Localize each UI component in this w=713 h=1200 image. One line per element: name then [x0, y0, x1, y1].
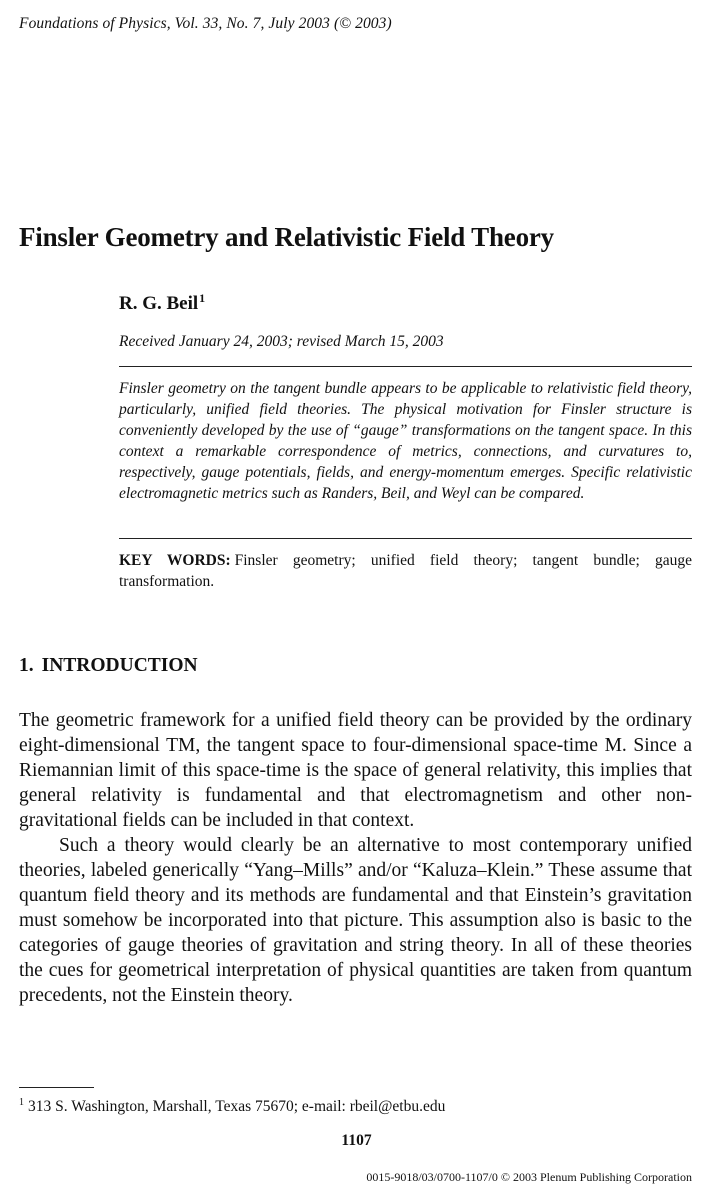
abstract-top-rule	[119, 366, 692, 367]
paragraph-1: The geometric framework for a unified field theory can be provided by the ordinary eight-dimensional TM, the tangent space to four-dimensional space-time M. Since a Riemannian limit of this space-time is the space of general relativity, this implies that general relativity is fundamental and that electromagnetism and other non-gravitational fields can be included in that context.	[19, 710, 692, 831]
footnote-rule	[19, 1087, 94, 1088]
paragraph-2: Such a theory would clearly be an alternative to most contemporary unified theories, labeled generically “Yang–Mills” and/or “Kaluza–Klein.” These assume that quantum field theory and its methods are fundamental and that Einstein’s gravitation must somehow be incorporated into that picture. This assumption also is basic to the categories of gauge theories of gravitation and string theory. In all of these theories the cues for geometrical interpretation of physical quantities are taken from quantum precedents, not the Einstein theory.	[19, 835, 692, 1006]
received-dates: Received January 24, 2003; revised March 15, 2003	[119, 333, 444, 350]
section-number: 1.	[19, 655, 34, 676]
author-line	[119, 291, 205, 315]
keywords-text: Finsler geometry; unified field theory; tangent bundle; gauge transformation.	[119, 552, 692, 590]
section-body	[19, 708, 692, 1008]
article-title: Finsler Geometry and Relativistic Field Theory	[19, 222, 554, 252]
footnote-mark: 1	[19, 1097, 24, 1108]
keywords	[119, 550, 692, 592]
section-title: INTRODUCTION	[41, 655, 198, 676]
footnote	[19, 1097, 445, 1116]
section-heading	[19, 655, 198, 677]
author-name: R. G. Beil	[119, 293, 199, 314]
journal-citation: Foundations of Physics, Vol. 33, No. 7, July 2003 (© 2003)	[19, 15, 392, 32]
abstract-bottom-rule	[119, 538, 692, 539]
keywords-label: KEY WORDS:	[119, 552, 231, 569]
author-footnote-mark: 1	[199, 291, 206, 305]
page-number: 1107	[341, 1132, 372, 1149]
abstract: Finsler geometry on the tangent bundle appears to be applicable to relativistic field theory, particularly, unified field theories. The physical motivation for Finsler structure is conveniently developed by the use of “gauge” transformations on the tangent space. In this context a remarkable correspondence of metrics, connections, and curvatures to, respectively, gauge potentials, fields, and energy-momentum emerges. Specific relativistic electromagnetic metrics such as Randers, Beil, and Weyl can be compared.	[119, 380, 692, 502]
footnote-text: 313 S. Washington, Marshall, Texas 75670; e-mail: rbeil@etbu.edu	[28, 1098, 446, 1115]
copyright-line: 0015-9018/03/0700-1107/0 © 2003 Plenum Publishing Corporation	[366, 1170, 692, 1184]
